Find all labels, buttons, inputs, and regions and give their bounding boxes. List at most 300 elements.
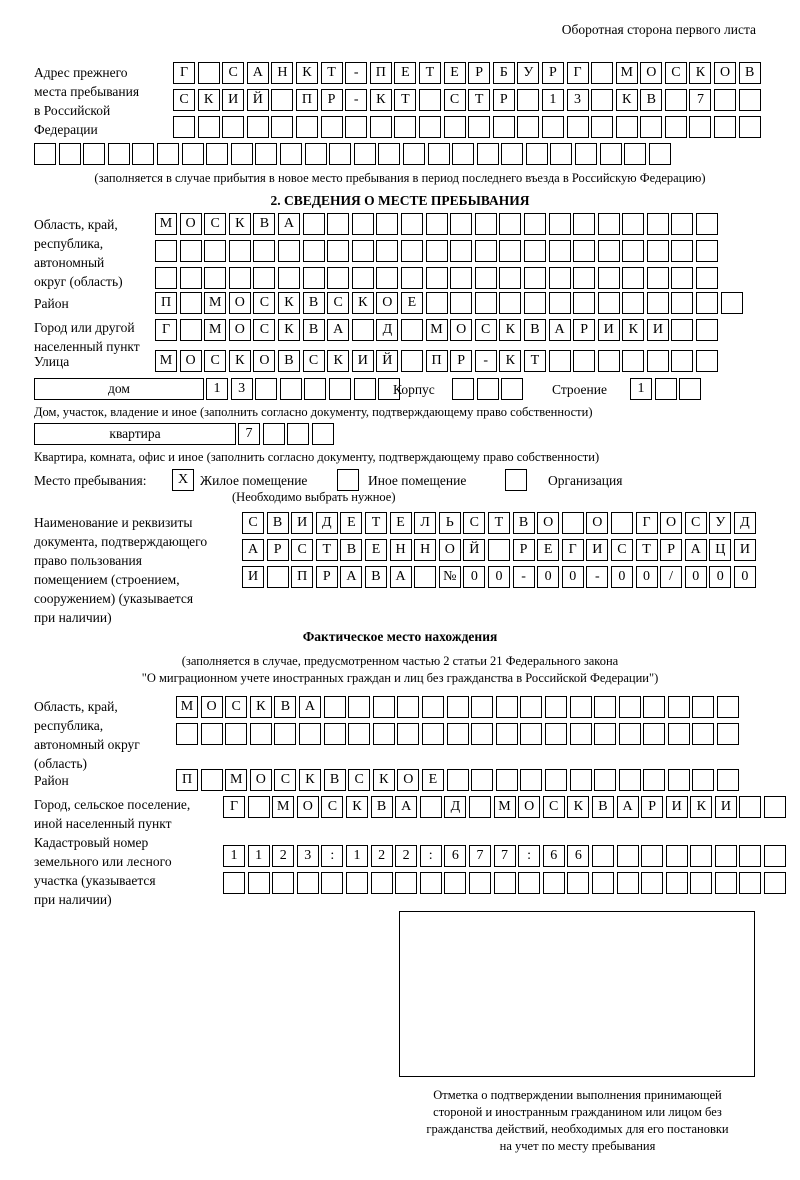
section3-district-cell[interactable]: С — [348, 769, 370, 791]
document-cell[interactable]: Т — [316, 539, 338, 561]
section2-region-cell[interactable] — [426, 267, 448, 289]
section3-district-cell[interactable]: М — [225, 769, 247, 791]
section2-region-cell[interactable] — [303, 213, 325, 235]
document-cell[interactable]: А — [390, 566, 412, 588]
prev-address-cell[interactable]: С — [222, 62, 244, 84]
flat-cell[interactable] — [312, 423, 334, 445]
cadastral-cell[interactable] — [764, 872, 786, 894]
cadastral-cell[interactable] — [739, 872, 761, 894]
prev-address-cell[interactable]: В — [739, 62, 761, 84]
place-type-option1-checkbox[interactable]: Х — [172, 469, 194, 491]
section2-region-cell[interactable] — [376, 267, 398, 289]
prev-address-cell[interactable] — [428, 143, 450, 165]
document-cell[interactable]: С — [242, 512, 264, 534]
document-cell[interactable] — [414, 566, 436, 588]
section2-street-cell[interactable]: К — [229, 350, 251, 372]
cadastral-cell[interactable]: 6 — [444, 845, 466, 867]
section2-street-cell[interactable]: М — [155, 350, 177, 372]
section3-city-row[interactable] — [223, 796, 786, 818]
section2-city-cell[interactable]: С — [475, 319, 497, 341]
document-cell[interactable]: И — [734, 539, 756, 561]
prev-address-cell[interactable]: П — [370, 62, 392, 84]
section3-district-cell[interactable]: О — [397, 769, 419, 791]
section3-region-row-1[interactable] — [176, 696, 739, 718]
prev-address-cell[interactable]: Р — [542, 62, 564, 84]
section2-region-cell[interactable] — [278, 240, 300, 262]
section2-region-cell[interactable]: О — [180, 213, 202, 235]
cadastral-cell[interactable] — [617, 845, 639, 867]
prev-address-cell[interactable]: А — [247, 62, 269, 84]
section3-region-cell[interactable] — [274, 723, 296, 745]
cadastral-cell[interactable]: 6 — [543, 845, 565, 867]
prev-address-cell[interactable]: 7 — [689, 89, 711, 111]
cadastral-cell[interactable] — [469, 872, 491, 894]
section3-region-cell[interactable] — [692, 723, 714, 745]
section2-street-cell[interactable]: О — [253, 350, 275, 372]
cadastral-cell[interactable]: 2 — [272, 845, 294, 867]
document-cell[interactable]: С — [611, 539, 633, 561]
document-cell[interactable]: С — [685, 512, 707, 534]
prev-address-cell[interactable] — [665, 89, 687, 111]
section3-city-cell[interactable]: М — [272, 796, 294, 818]
section2-street-cell[interactable]: - — [475, 350, 497, 372]
section3-district-row[interactable] — [176, 769, 739, 791]
cadastral-cell[interactable]: : — [321, 845, 343, 867]
document-cell[interactable]: С — [463, 512, 485, 534]
prev-address-cell[interactable]: Т — [321, 62, 343, 84]
document-cell[interactable] — [267, 566, 289, 588]
prev-address-cell[interactable] — [321, 116, 343, 138]
cadastral-cell[interactable] — [567, 872, 589, 894]
prev-address-cell[interactable] — [280, 143, 302, 165]
cadastral-cell[interactable] — [346, 872, 368, 894]
section2-region-cell[interactable] — [426, 240, 448, 262]
section2-street-cell[interactable] — [598, 350, 620, 372]
section2-region-row-3[interactable] — [155, 267, 718, 289]
prev-address-cell[interactable] — [255, 143, 277, 165]
prev-address-cell[interactable] — [296, 116, 318, 138]
section3-district-cell[interactable]: П — [176, 769, 198, 791]
prev-address-cell[interactable] — [305, 143, 327, 165]
cadastral-cell[interactable] — [690, 872, 712, 894]
cadastral-cell[interactable] — [543, 872, 565, 894]
section2-region-cell[interactable] — [401, 213, 423, 235]
section2-region-cell[interactable]: А — [278, 213, 300, 235]
prev-address-cell[interactable] — [567, 116, 589, 138]
section2-street-cell[interactable]: С — [204, 350, 226, 372]
flat-cell[interactable] — [287, 423, 309, 445]
section2-region-cell[interactable] — [647, 213, 669, 235]
section2-region-cell[interactable] — [450, 267, 472, 289]
document-cell[interactable] — [562, 512, 584, 534]
cadastral-cell[interactable] — [666, 872, 688, 894]
prev-address-cell[interactable]: В — [640, 89, 662, 111]
section2-street-row[interactable] — [155, 350, 718, 372]
section3-region-cell[interactable] — [496, 696, 518, 718]
section2-district-cell[interactable]: В — [303, 292, 325, 314]
prev-address-cell[interactable] — [403, 143, 425, 165]
section2-region-cell[interactable] — [180, 267, 202, 289]
section2-city-row[interactable] — [155, 319, 718, 341]
section3-city-cell[interactable]: К — [567, 796, 589, 818]
section3-district-cell[interactable] — [201, 769, 223, 791]
section2-region-cell[interactable] — [499, 267, 521, 289]
section2-district-cell[interactable] — [499, 292, 521, 314]
prev-address-cell[interactable]: П — [296, 89, 318, 111]
section3-region-cell[interactable] — [643, 723, 665, 745]
prev-address-cell[interactable] — [649, 143, 671, 165]
cadastral-cell[interactable] — [297, 872, 319, 894]
document-cell[interactable]: Д — [316, 512, 338, 534]
section2-region-cell[interactable] — [401, 267, 423, 289]
section2-district-cell[interactable]: О — [376, 292, 398, 314]
flat-boxes[interactable] — [238, 423, 334, 445]
section3-city-cell[interactable]: К — [690, 796, 712, 818]
section2-region-cell[interactable] — [475, 267, 497, 289]
flat-cell[interactable]: 7 — [238, 423, 260, 445]
section3-district-cell[interactable] — [594, 769, 616, 791]
prev-address-cell[interactable] — [198, 116, 220, 138]
section2-district-cell[interactable] — [524, 292, 546, 314]
section3-district-cell[interactable] — [643, 769, 665, 791]
prev-address-cell[interactable]: К — [296, 62, 318, 84]
section2-region-cell[interactable] — [204, 240, 226, 262]
section2-city-cell[interactable]: И — [647, 319, 669, 341]
document-cell[interactable]: Н — [390, 539, 412, 561]
document-row-3[interactable] — [242, 566, 756, 588]
section3-region-cell[interactable] — [692, 696, 714, 718]
prev-address-cell[interactable] — [714, 89, 736, 111]
cadastral-cell[interactable] — [641, 872, 663, 894]
document-cell[interactable]: Е — [340, 512, 362, 534]
prev-address-cell[interactable] — [222, 116, 244, 138]
document-cell[interactable]: Ь — [439, 512, 461, 534]
section2-district-cell[interactable] — [573, 292, 595, 314]
section3-region-cell[interactable]: О — [201, 696, 223, 718]
section2-region-cell[interactable] — [696, 240, 718, 262]
korpus-cell[interactable] — [452, 378, 474, 400]
house-number-cell[interactable] — [255, 378, 277, 400]
prev-address-cell[interactable] — [271, 89, 293, 111]
section3-region-cell[interactable] — [471, 696, 493, 718]
section3-district-cell[interactable]: О — [250, 769, 272, 791]
prev-address-row-2[interactable] — [173, 89, 761, 111]
prev-address-cell[interactable]: - — [345, 89, 367, 111]
section2-region-cell[interactable] — [524, 213, 546, 235]
section3-region-cell[interactable] — [176, 723, 198, 745]
section2-region-cell[interactable] — [303, 240, 325, 262]
place-type-option2-checkbox[interactable] — [337, 469, 359, 491]
section3-region-cell[interactable] — [397, 723, 419, 745]
section3-district-cell[interactable]: К — [373, 769, 395, 791]
section2-region-cell[interactable] — [376, 240, 398, 262]
section2-region-cell[interactable] — [401, 240, 423, 262]
prev-address-cell[interactable] — [394, 116, 416, 138]
prev-address-cell[interactable] — [271, 116, 293, 138]
prev-address-cell[interactable] — [378, 143, 400, 165]
section3-region-cell[interactable]: С — [225, 696, 247, 718]
section3-region-cell[interactable] — [717, 696, 739, 718]
section2-region-cell[interactable]: С — [204, 213, 226, 235]
document-cell[interactable]: Г — [636, 512, 658, 534]
prev-address-cell[interactable]: К — [689, 62, 711, 84]
document-cell[interactable]: А — [242, 539, 264, 561]
section3-region-cell[interactable] — [619, 696, 641, 718]
section2-region-cell[interactable] — [450, 213, 472, 235]
section2-street-cell[interactable] — [671, 350, 693, 372]
section3-district-cell[interactable] — [717, 769, 739, 791]
section2-street-cell[interactable] — [401, 350, 423, 372]
section2-street-cell[interactable]: Р — [450, 350, 472, 372]
document-row-1[interactable] — [242, 512, 756, 534]
section2-city-cell[interactable] — [352, 319, 374, 341]
document-cell[interactable] — [488, 539, 510, 561]
cadastral-cell[interactable] — [739, 845, 761, 867]
section3-district-cell[interactable] — [668, 769, 690, 791]
prev-address-cell[interactable] — [591, 89, 613, 111]
stroenie-cell[interactable] — [655, 378, 677, 400]
section3-city-cell[interactable]: А — [395, 796, 417, 818]
prev-address-cell[interactable] — [575, 143, 597, 165]
prev-address-cell[interactable]: Г — [173, 62, 195, 84]
document-cell[interactable]: И — [586, 539, 608, 561]
section3-district-cell[interactable]: К — [299, 769, 321, 791]
prev-address-row-4[interactable] — [34, 143, 671, 165]
section2-district-cell[interactable]: М — [204, 292, 226, 314]
section3-city-cell[interactable]: С — [543, 796, 565, 818]
prev-address-cell[interactable]: Н — [271, 62, 293, 84]
cadastral-cell[interactable] — [715, 872, 737, 894]
section2-district-cell[interactable]: О — [229, 292, 251, 314]
cadastral-cell[interactable] — [223, 872, 245, 894]
section3-region-cell[interactable] — [471, 723, 493, 745]
cadastral-row-2[interactable] — [223, 872, 786, 894]
house-number-cell[interactable] — [280, 378, 302, 400]
prev-address-cell[interactable]: К — [370, 89, 392, 111]
document-cell[interactable]: А — [685, 539, 707, 561]
prev-address-cell[interactable] — [542, 116, 564, 138]
section3-district-cell[interactable]: В — [324, 769, 346, 791]
section3-district-cell[interactable] — [447, 769, 469, 791]
section3-city-cell[interactable] — [420, 796, 442, 818]
prev-address-cell[interactable] — [477, 143, 499, 165]
section2-region-cell[interactable] — [376, 213, 398, 235]
cadastral-cell[interactable]: 2 — [395, 845, 417, 867]
section2-district-cell[interactable] — [549, 292, 571, 314]
section2-city-cell[interactable]: М — [204, 319, 226, 341]
cadastral-cell[interactable]: : — [420, 845, 442, 867]
prev-address-cell[interactable] — [591, 62, 613, 84]
section2-street-cell[interactable] — [573, 350, 595, 372]
document-cell[interactable]: 0 — [685, 566, 707, 588]
prev-address-cell[interactable] — [501, 143, 523, 165]
stroenie-cell[interactable] — [679, 378, 701, 400]
prev-address-cell[interactable] — [108, 143, 130, 165]
document-cell[interactable]: Н — [414, 539, 436, 561]
prev-address-cell[interactable] — [444, 116, 466, 138]
document-cell[interactable]: И — [242, 566, 264, 588]
confirmation-stamp-box[interactable] — [399, 911, 755, 1077]
section2-region-cell[interactable] — [573, 267, 595, 289]
section3-city-cell[interactable]: Р — [641, 796, 663, 818]
section2-region-cell[interactable] — [327, 213, 349, 235]
section3-city-cell[interactable]: О — [518, 796, 540, 818]
section3-region-cell[interactable]: К — [250, 696, 272, 718]
section3-region-cell[interactable] — [668, 723, 690, 745]
section2-region-cell[interactable] — [696, 213, 718, 235]
prev-address-cell[interactable]: У — [517, 62, 539, 84]
section3-region-cell[interactable] — [594, 696, 616, 718]
section3-region-cell[interactable] — [422, 696, 444, 718]
section2-region-cell[interactable] — [622, 240, 644, 262]
section2-street-cell[interactable]: О — [180, 350, 202, 372]
document-cell[interactable]: Р — [267, 539, 289, 561]
prev-address-cell[interactable] — [59, 143, 81, 165]
document-cell[interactable]: - — [586, 566, 608, 588]
section2-city-cell[interactable] — [696, 319, 718, 341]
section2-district-cell[interactable] — [475, 292, 497, 314]
document-cell[interactable]: 0 — [636, 566, 658, 588]
prev-address-cell[interactable] — [714, 116, 736, 138]
section2-region-cell[interactable] — [278, 267, 300, 289]
section3-region-cell[interactable] — [570, 696, 592, 718]
section2-region-cell[interactable]: М — [155, 213, 177, 235]
cadastral-cell[interactable] — [494, 872, 516, 894]
cadastral-cell[interactable] — [592, 872, 614, 894]
section2-region-cell[interactable] — [253, 267, 275, 289]
document-cell[interactable]: Д — [734, 512, 756, 534]
section2-region-cell[interactable] — [475, 213, 497, 235]
section2-street-cell[interactable]: К — [327, 350, 349, 372]
section2-region-cell[interactable] — [327, 267, 349, 289]
prev-address-cell[interactable] — [329, 143, 351, 165]
section2-city-cell[interactable] — [671, 319, 693, 341]
prev-address-cell[interactable] — [689, 116, 711, 138]
prev-address-cell[interactable]: И — [222, 89, 244, 111]
document-cell[interactable]: 0 — [734, 566, 756, 588]
section3-region-cell[interactable] — [594, 723, 616, 745]
prev-address-cell[interactable] — [665, 116, 687, 138]
section2-district-cell[interactable] — [180, 292, 202, 314]
section3-region-cell[interactable] — [520, 696, 542, 718]
section2-region-cell[interactable] — [303, 267, 325, 289]
section2-street-cell[interactable] — [622, 350, 644, 372]
cadastral-cell[interactable]: 7 — [469, 845, 491, 867]
cadastral-cell[interactable]: 1 — [223, 845, 245, 867]
section2-region-cell[interactable] — [426, 213, 448, 235]
document-cell[interactable]: 0 — [562, 566, 584, 588]
section2-city-cell[interactable]: Г — [155, 319, 177, 341]
document-cell[interactable]: В — [513, 512, 535, 534]
section2-region-cell[interactable]: В — [253, 213, 275, 235]
section3-region-cell[interactable] — [201, 723, 223, 745]
section3-region-cell[interactable] — [324, 723, 346, 745]
prev-address-cell[interactable]: Б — [493, 62, 515, 84]
section2-district-cell[interactable] — [450, 292, 472, 314]
section2-region-cell[interactable] — [524, 267, 546, 289]
cadastral-cell[interactable]: 2 — [371, 845, 393, 867]
cadastral-cell[interactable]: 6 — [567, 845, 589, 867]
section3-region-cell[interactable] — [643, 696, 665, 718]
cadastral-cell[interactable] — [272, 872, 294, 894]
section3-region-cell[interactable] — [717, 723, 739, 745]
section3-district-cell[interactable] — [692, 769, 714, 791]
section3-city-cell[interactable]: В — [592, 796, 614, 818]
section3-city-cell[interactable]: И — [715, 796, 737, 818]
section3-region-cell[interactable] — [373, 723, 395, 745]
cadastral-cell[interactable] — [518, 872, 540, 894]
section3-region-cell[interactable] — [348, 696, 370, 718]
prev-address-cell[interactable]: К — [616, 89, 638, 111]
section2-street-cell[interactable]: В — [278, 350, 300, 372]
section3-region-cell[interactable] — [422, 723, 444, 745]
prev-address-row-1[interactable] — [173, 62, 761, 84]
prev-address-cell[interactable]: С — [173, 89, 195, 111]
section2-city-cell[interactable]: В — [303, 319, 325, 341]
prev-address-cell[interactable] — [600, 143, 622, 165]
house-number-boxes[interactable] — [206, 378, 400, 400]
section2-city-cell[interactable]: М — [426, 319, 448, 341]
prev-address-cell[interactable] — [419, 89, 441, 111]
section3-district-cell[interactable] — [471, 769, 493, 791]
section3-region-cell[interactable] — [348, 723, 370, 745]
section2-district-cell[interactable]: К — [278, 292, 300, 314]
prev-address-cell[interactable] — [34, 143, 56, 165]
section2-region-cell[interactable] — [327, 240, 349, 262]
document-cell[interactable]: 0 — [463, 566, 485, 588]
prev-address-cell[interactable]: 3 — [567, 89, 589, 111]
document-cell[interactable]: С — [291, 539, 313, 561]
section3-city-cell[interactable] — [248, 796, 270, 818]
section2-region-cell[interactable] — [352, 240, 374, 262]
section3-region-row-2[interactable] — [176, 723, 739, 745]
section2-city-cell[interactable] — [401, 319, 423, 341]
prev-address-cell[interactable] — [419, 116, 441, 138]
section2-region-cell[interactable] — [155, 267, 177, 289]
document-cell[interactable]: А — [340, 566, 362, 588]
document-cell[interactable]: У — [709, 512, 731, 534]
prev-address-cell[interactable]: Р — [493, 89, 515, 111]
section2-region-cell[interactable] — [352, 213, 374, 235]
document-cell[interactable]: / — [660, 566, 682, 588]
prev-address-cell[interactable] — [493, 116, 515, 138]
section3-city-cell[interactable]: К — [346, 796, 368, 818]
section3-region-cell[interactable] — [668, 696, 690, 718]
section3-region-cell[interactable]: А — [299, 696, 321, 718]
cadastral-cell[interactable] — [764, 845, 786, 867]
prev-address-cell[interactable]: К — [198, 89, 220, 111]
document-cell[interactable]: О — [439, 539, 461, 561]
cadastral-cell[interactable] — [690, 845, 712, 867]
section3-city-cell[interactable]: Г — [223, 796, 245, 818]
section2-region-cell[interactable] — [671, 240, 693, 262]
document-cell[interactable]: Е — [390, 512, 412, 534]
section2-city-cell[interactable] — [180, 319, 202, 341]
section3-city-cell[interactable]: И — [666, 796, 688, 818]
section2-region-cell[interactable]: К — [229, 213, 251, 235]
flat-cell[interactable] — [263, 423, 285, 445]
document-cell[interactable] — [611, 512, 633, 534]
section3-region-cell[interactable] — [545, 696, 567, 718]
section2-region-cell[interactable] — [671, 267, 693, 289]
section2-district-cell[interactable] — [622, 292, 644, 314]
document-cell[interactable]: О — [537, 512, 559, 534]
cadastral-row-1[interactable] — [223, 845, 786, 867]
section3-region-cell[interactable]: В — [274, 696, 296, 718]
prev-address-cell[interactable]: О — [640, 62, 662, 84]
prev-address-cell[interactable]: Т — [468, 89, 490, 111]
section2-region-cell[interactable] — [475, 240, 497, 262]
